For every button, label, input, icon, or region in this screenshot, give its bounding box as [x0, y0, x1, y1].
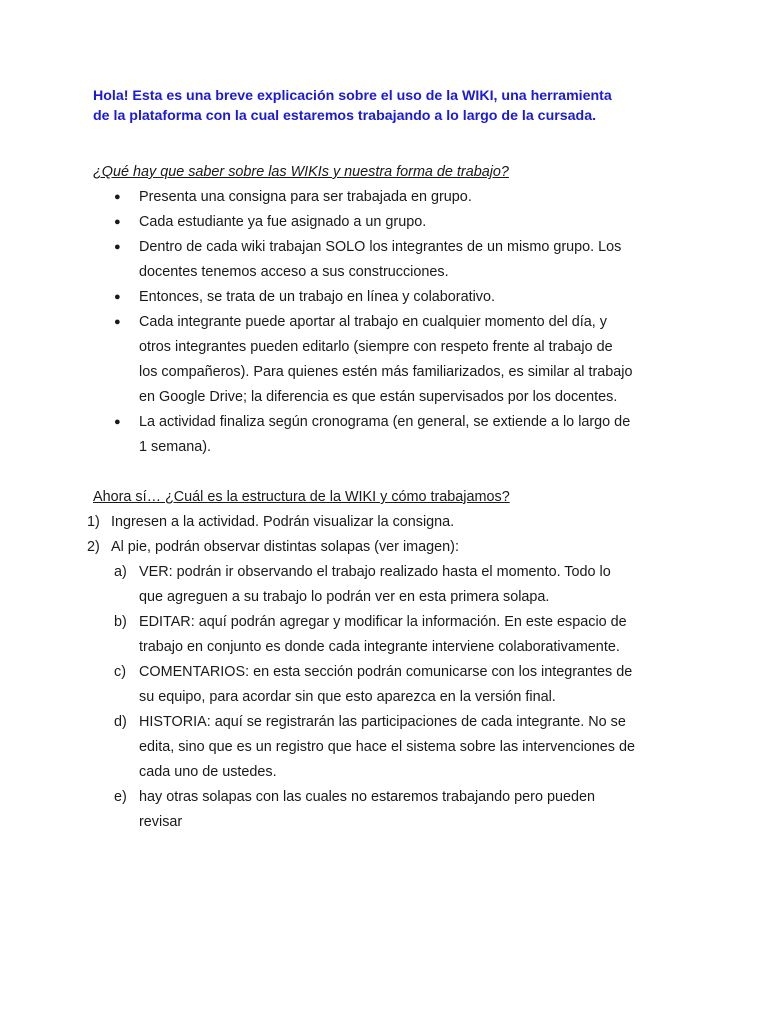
bullet-icon: ● [114, 216, 121, 228]
lettered-item: hay otras solapas con las cuales no estaremos trabajando pero pueden [139, 789, 595, 805]
list-letter: c) [114, 664, 126, 680]
lettered-item: EDITAR: aquí podrán agregar y modificar la información. En este espacio de [139, 614, 627, 630]
bullet-item-continued: los compañeros). Para quienes estén más familiarizados, es similar al trabajo [139, 364, 633, 380]
lettered-item: VER: podrán ir observando el trabajo realizado hasta el momento. Todo lo [139, 564, 611, 580]
bullet-item: Entonces, se trata de un trabajo en línea y colaborativo. [139, 289, 495, 305]
section2-heading: Ahora sí… ¿Cuál es la estructura de la WIKI y cómo trabajamos? [93, 489, 510, 505]
lettered-item: COMENTARIOS: en esta sección podrán comunicarse con los integrantes de [139, 664, 633, 680]
bullet-item: Cada estudiante ya fue asignado a un grupo. [139, 214, 427, 230]
bullet-item-continued: otros integrantes pueden editarlo (siempre con respeto frente al trabajo de [139, 339, 613, 355]
bullet-item-continued: docentes tenemos acceso a sus construcciones. [139, 264, 449, 280]
lettered-item-continued: que agreguen a su trabajo lo podrán ver en esta primera solapa. [139, 589, 550, 605]
bullet-icon: ● [114, 191, 121, 203]
lettered-item-continued: cada uno de ustedes. [139, 764, 277, 780]
numbered-item: Al pie, podrán observar distintas solapas (ver imagen): [111, 539, 459, 555]
list-letter: e) [114, 789, 127, 805]
lettered-item-continued: edita, sino que es un registro que hace el sistema sobre las intervenciones de [139, 739, 635, 755]
bullet-icon: ● [114, 316, 121, 328]
lettered-item: HISTORIA: aquí se registrarán las participaciones de cada integrante. No se [139, 714, 626, 730]
lettered-item-continued: trabajo en conjunto es donde cada integrante interviene colaborativamente. [139, 639, 620, 655]
bullet-icon: ● [114, 291, 121, 303]
bullet-item: La actividad finaliza según cronograma (en general, se extiende a lo largo de [139, 414, 631, 430]
lettered-item-continued: revisar [139, 814, 183, 830]
list-number: 2) [87, 539, 100, 555]
lettered-item-continued: su equipo, para acordar sin que esto aparezca en la versión final. [139, 689, 556, 705]
intro-paragraph [93, 86, 693, 126]
bullet-icon: ● [114, 416, 121, 428]
bullet-item-continued: 1 semana). [139, 439, 211, 455]
bullet-item: Cada integrante puede aportar al trabajo en cualquier momento del día, y [139, 314, 607, 330]
intro-line: Hola! Esta es una breve explicación sobre el uso de la WIKI, una herramienta [93, 88, 612, 104]
bullet-item-continued: en Google Drive; la diferencia es que están supervisados por los docentes. [139, 389, 618, 405]
section1-heading: ¿Qué hay que saber sobre las WIKIs y nuestra forma de trabajo? [93, 164, 509, 180]
bullet-icon: ● [114, 241, 121, 253]
list-letter: b) [114, 614, 127, 630]
list-letter: d) [114, 714, 127, 730]
intro-line: de la plataforma con la cual estaremos trabajando a lo largo de la cursada. [93, 108, 597, 124]
numbered-item: Ingresen a la actividad. Podrán visualizar la consigna. [111, 514, 455, 530]
bullet-item: Dentro de cada wiki trabajan SOLO los integrantes de un mismo grupo. Los [139, 239, 622, 255]
list-number: 1) [87, 514, 100, 530]
list-letter: a) [114, 564, 127, 580]
bullet-item: Presenta una consigna para ser trabajada en grupo. [139, 189, 472, 205]
